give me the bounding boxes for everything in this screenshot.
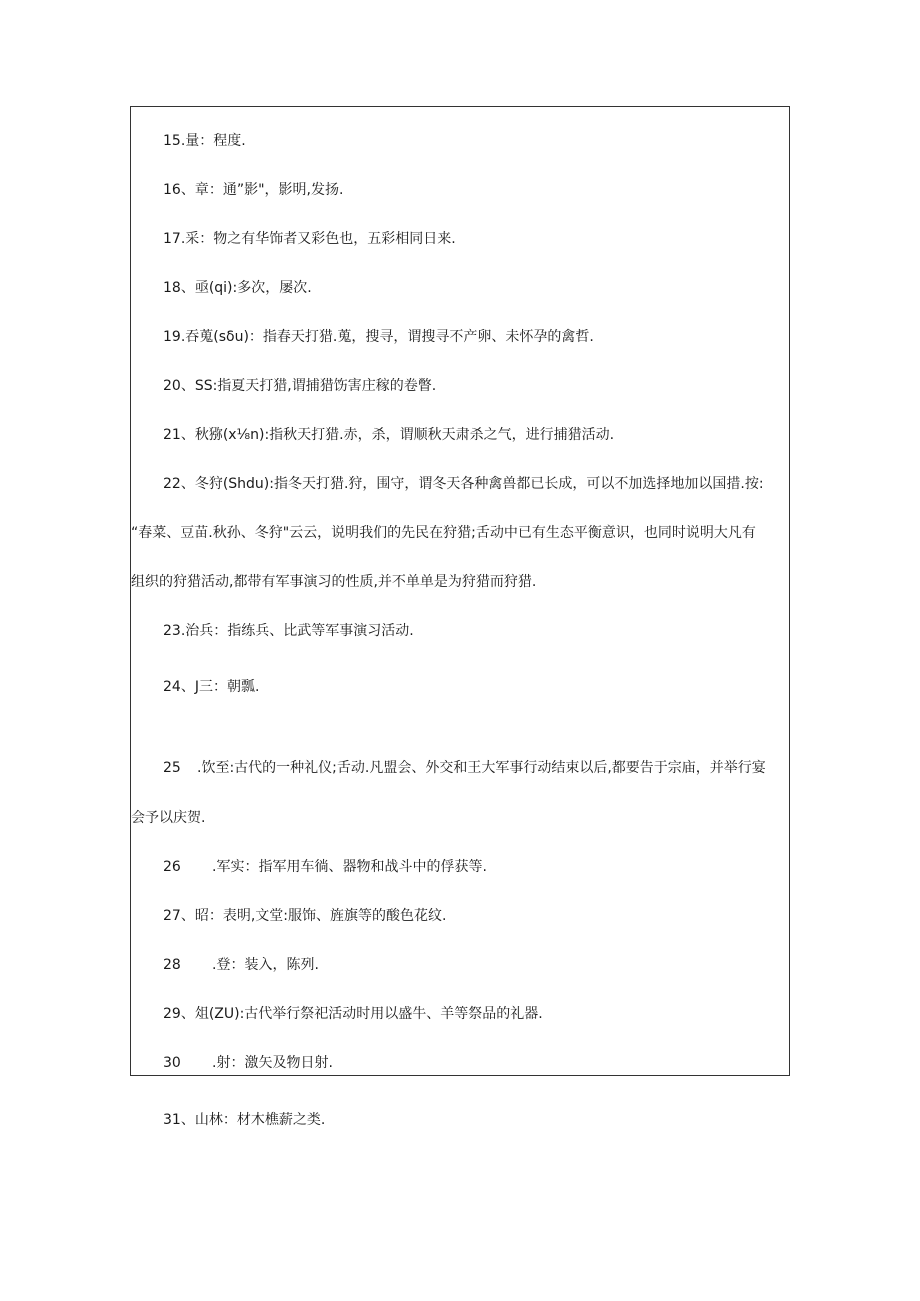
note-23: 23.治兵：指练兵、比武等军事演习活动. <box>163 623 414 639</box>
note-28-number: 28 <box>163 957 181 973</box>
note-29: 29、俎(ZU):古代举行祭祀活动时用以盛牛、羊等祭品的礼器. <box>163 1006 543 1022</box>
note-28: .登：装入，陈列. <box>212 957 319 973</box>
note-25-cont: 会予以庆贺. <box>131 810 206 826</box>
note-17: 17.采：物之有华饰者又彩色也，五彩相同日来. <box>163 231 456 247</box>
note-31: 31、山林：材木樵薪之类. <box>163 1112 326 1128</box>
note-20: 20、SS:指夏天打猎,谓捕猎饬害庄稼的卷瞥. <box>163 378 437 394</box>
note-25-number: 25 <box>163 760 181 776</box>
note-16: 16、章：通”影"，影明,发扬. <box>163 182 344 198</box>
note-26-number: 26 <box>163 859 181 875</box>
note-22: 22、冬狩(Shdu):指冬天打猎.狩，围守，谓冬天各种禽兽都已长成，可以不加选择地加以国措.按: <box>163 476 764 492</box>
note-15: 15.量：程度. <box>163 133 246 149</box>
note-26: .军实：指军用车徜、器物和战斗中的俘获等. <box>212 859 487 875</box>
note-21: 21、秋猕(x⅛n):指秋天打猎.赤，杀，谓顺秋天肃杀之气，进行捕猎活动. <box>163 427 615 443</box>
note-27: 27、昭：表明,文堂:服饰、旌旗等的酸色花纹. <box>163 908 447 924</box>
note-18: 18、亟(qi):多次，屡次. <box>163 280 312 296</box>
note-22-cont-1: “春菜、豆苗.秋孙、冬狩"云云，说明我们的先民在狩猎;舌动中已有生态平衡意识，也同时说明大凡有 <box>131 525 756 541</box>
note-24: 24、J三：朝瓢. <box>163 679 260 695</box>
note-19: 19.吞蒐(sδu)：指春天打猎.蒐，搜寻，谓搜寻不产卵、未怀孕的禽哲. <box>163 329 594 345</box>
note-30-number: 30 <box>163 1055 181 1071</box>
note-22-cont-2: 组织的狩猎活动,都带有军事演习的性质,并不单单是为狩猎而狩猎. <box>131 574 537 590</box>
note-30: .射：激矢及物日射. <box>212 1055 333 1071</box>
note-25: .饮至:古代的一种礼仪;舌动.凡盟会、外交和王大军事行动结束以后,都要告于宗庙，并举行宴 <box>197 760 766 776</box>
